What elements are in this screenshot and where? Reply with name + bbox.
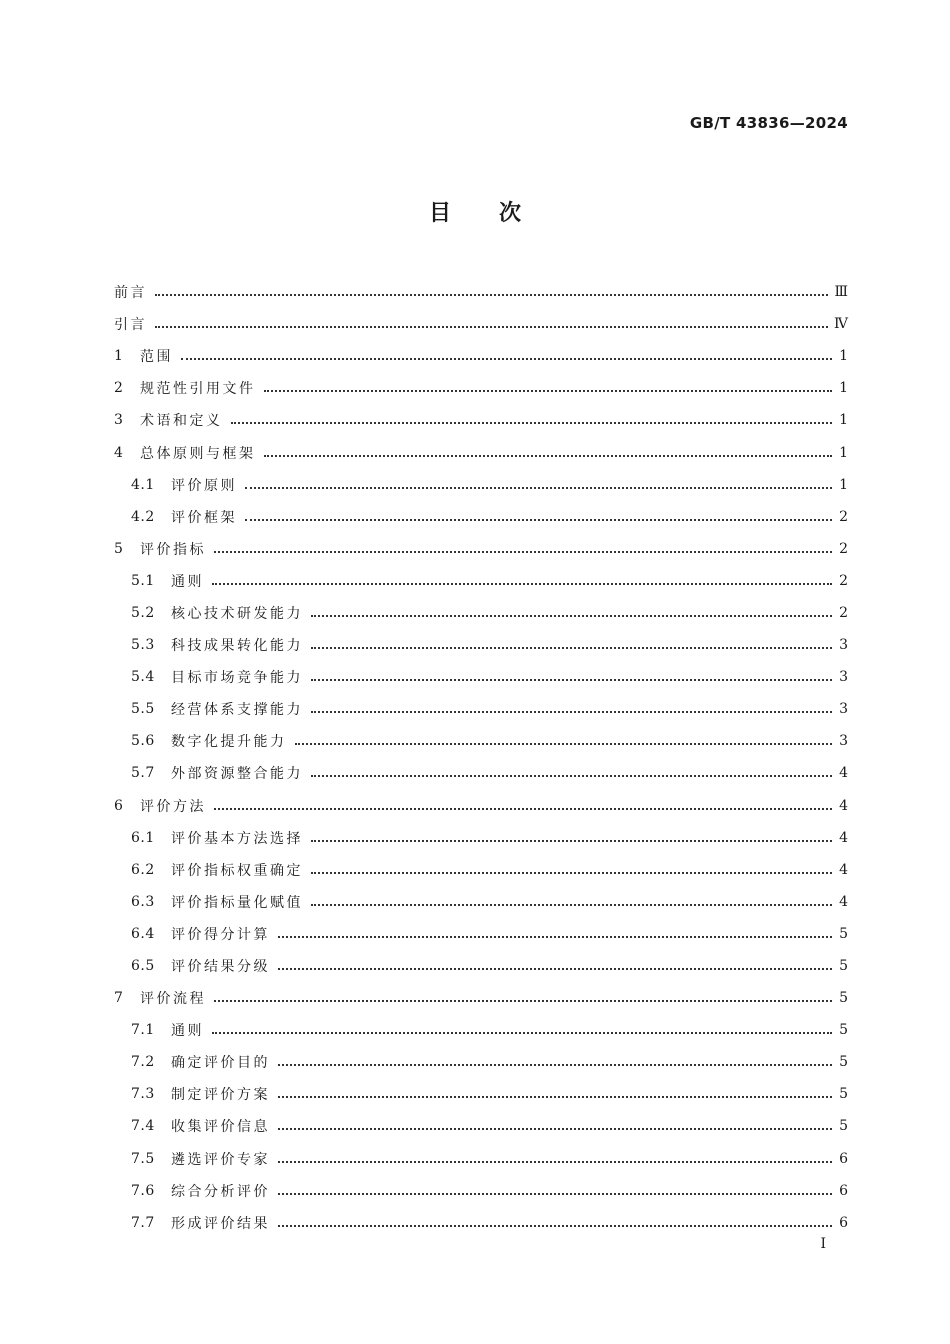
toc-entry-page: 5 xyxy=(839,1022,848,1039)
toc-entry[interactable] xyxy=(114,276,848,308)
page-number: I xyxy=(820,1236,826,1252)
toc-entry-label: 制定评价方案 xyxy=(171,1087,270,1104)
toc-entry-label: 形成评价结果 xyxy=(171,1215,270,1232)
toc-entry-label: 外部资源整合能力 xyxy=(171,766,303,783)
toc-entry-label: 评价指标权重确定 xyxy=(171,862,303,879)
toc-entry[interactable] xyxy=(114,1110,848,1142)
toc-entry-page: 2 xyxy=(839,508,848,525)
toc-leader-dots xyxy=(181,344,832,360)
toc-entry-page: 4 xyxy=(839,893,848,910)
toc-leader-dots xyxy=(311,601,832,617)
toc-entry[interactable] xyxy=(114,404,848,436)
toc-entry-page: 6 xyxy=(839,1150,848,1167)
toc-leader-dots xyxy=(295,729,833,745)
toc-leader-dots xyxy=(264,376,833,392)
toc-entry[interactable] xyxy=(114,1143,848,1175)
toc-leader-dots xyxy=(214,986,832,1002)
toc-entry-label: 评价方法 xyxy=(140,798,206,815)
toc-entry-page: Ⅳ xyxy=(834,316,848,333)
toc-entry-label: 通则 xyxy=(171,1023,204,1040)
toc-leader-dots xyxy=(278,1179,832,1195)
toc-leader-dots xyxy=(155,280,828,296)
toc-entry[interactable] xyxy=(114,1175,848,1207)
toc-entry[interactable] xyxy=(114,436,848,468)
toc-entry-label: 遴选评价专家 xyxy=(171,1151,270,1168)
toc-leader-dots xyxy=(212,569,832,585)
toc-entry[interactable] xyxy=(114,501,848,533)
toc-entry-label: 核心技术研发能力 xyxy=(171,605,303,622)
toc-entry-page: 5 xyxy=(839,925,848,942)
toc-entry-number: 5.5 xyxy=(131,701,155,718)
toc-leader-dots xyxy=(311,697,832,713)
toc-entry-number: 3 xyxy=(114,412,124,429)
toc-entry-number: 6.3 xyxy=(131,893,155,910)
toc-entry-label: 评价流程 xyxy=(140,991,206,1008)
toc-entry-number: 6.5 xyxy=(131,958,155,975)
standard-code: GB/T 43836—2024 xyxy=(689,114,848,132)
toc-entry-number: 7.3 xyxy=(131,1086,155,1103)
toc-entry-label: 评价结果分级 xyxy=(171,959,270,976)
toc-entry[interactable] xyxy=(114,854,848,886)
toc-entry[interactable] xyxy=(114,790,848,822)
toc-entry-number: 7.6 xyxy=(131,1182,155,1199)
toc-entry-label: 目标市场竞争能力 xyxy=(171,670,303,687)
toc-leader-dots xyxy=(311,665,832,681)
toc-leader-dots xyxy=(311,826,832,842)
toc-leader-dots xyxy=(214,537,832,553)
toc-entry-page: Ⅲ xyxy=(834,284,848,301)
toc-entry-number: 4 xyxy=(114,444,124,461)
toc-entry-number: 5.7 xyxy=(131,765,155,782)
toc-entry[interactable] xyxy=(114,886,848,918)
toc-leader-dots xyxy=(212,1018,832,1034)
toc-entry-label: 确定评价目的 xyxy=(171,1055,270,1072)
toc-leader-dots xyxy=(278,1114,832,1130)
toc-entry-number: 5.6 xyxy=(131,733,155,750)
toc-entry-number: 6 xyxy=(114,797,124,814)
toc-leader-dots xyxy=(264,441,833,457)
toc-entry-label: 评价得分计算 xyxy=(171,926,270,943)
toc-leader-dots xyxy=(278,1050,832,1066)
toc-entry-page: 6 xyxy=(839,1214,848,1231)
toc-entry-page: 5 xyxy=(839,1054,848,1071)
toc-entry-page: 1 xyxy=(839,444,848,461)
toc-entry-page: 4 xyxy=(839,829,848,846)
toc-entry-number: 7.5 xyxy=(131,1150,155,1167)
toc-entry-page: 5 xyxy=(839,1086,848,1103)
toc-entry[interactable] xyxy=(114,1046,848,1078)
toc-entry-number: 5.1 xyxy=(131,572,155,589)
toc-entry[interactable] xyxy=(114,822,848,854)
toc-entry-label: 术语和定义 xyxy=(140,413,223,430)
toc-entry-label: 范围 xyxy=(140,349,173,366)
toc-entry-page: 1 xyxy=(839,380,848,397)
toc-entry-label: 数字化提升能力 xyxy=(171,734,287,751)
toc-entry-page: 1 xyxy=(839,348,848,365)
toc-entry-number: 6.1 xyxy=(131,829,155,846)
toc-leader-dots xyxy=(245,505,832,521)
toc-entry-label: 评价框架 xyxy=(171,509,237,526)
toc-entry-label: 通则 xyxy=(171,573,204,590)
toc-leader-dots xyxy=(278,1147,832,1163)
toc-entry-page: 1 xyxy=(839,476,848,493)
toc-entry-page: 4 xyxy=(839,861,848,878)
toc-entry-page: 4 xyxy=(839,765,848,782)
toc-leader-dots xyxy=(278,922,832,938)
toc-entry[interactable] xyxy=(114,982,848,1014)
page-title: 目次 xyxy=(428,201,569,226)
toc-entry-label: 综合分析评价 xyxy=(171,1183,270,1200)
toc-entry[interactable] xyxy=(114,469,848,501)
toc-entry[interactable] xyxy=(114,1207,848,1239)
toc-entry-number: 5 xyxy=(114,540,124,557)
toc-entry-label: 前言 xyxy=(114,285,147,302)
toc-entry-label: 评价原则 xyxy=(171,477,237,494)
toc-entry-number: 4.1 xyxy=(131,476,155,493)
toc-entry[interactable] xyxy=(114,372,848,404)
toc-entry-page: 4 xyxy=(839,797,848,814)
toc-entry-label: 引言 xyxy=(114,317,147,334)
toc-entry-label: 收集评价信息 xyxy=(171,1119,270,1136)
toc-entry-page: 3 xyxy=(839,637,848,654)
toc-entry-number: 7 xyxy=(114,990,124,1007)
toc-entry-number: 2 xyxy=(114,380,124,397)
toc-entry[interactable] xyxy=(114,1078,848,1110)
toc-entry-page: 5 xyxy=(839,958,848,975)
toc-entry-number: 5.3 xyxy=(131,637,155,654)
toc-entry[interactable] xyxy=(114,918,848,950)
toc-leader-dots xyxy=(155,312,828,328)
toc-entry-number: 6.2 xyxy=(131,861,155,878)
toc-leader-dots xyxy=(311,858,832,874)
toc-entry-page: 2 xyxy=(839,572,848,589)
toc-leader-dots xyxy=(311,761,832,777)
toc-leader-dots xyxy=(311,633,832,649)
toc-entry-label: 评价指标 xyxy=(140,541,206,558)
toc-entry[interactable] xyxy=(114,308,848,340)
toc-entry[interactable] xyxy=(114,757,848,789)
toc-entry-label: 科技成果转化能力 xyxy=(171,638,303,655)
toc-leader-dots xyxy=(278,954,832,970)
toc-entry[interactable] xyxy=(114,565,848,597)
toc-entry[interactable] xyxy=(114,340,848,372)
toc-entry-label: 总体原则与框架 xyxy=(140,445,256,462)
toc-leader-dots xyxy=(278,1211,832,1227)
toc-entry-label: 评价指标量化赋值 xyxy=(171,894,303,911)
toc-entry[interactable] xyxy=(114,725,848,757)
toc-entry-label: 规范性引用文件 xyxy=(140,381,256,398)
toc-entry-page: 3 xyxy=(839,733,848,750)
toc-entry-number: 7.7 xyxy=(131,1214,155,1231)
toc-entry-number: 5.4 xyxy=(131,669,155,686)
toc-entry-page: 3 xyxy=(839,701,848,718)
table-of-contents xyxy=(114,276,848,1239)
toc-entry[interactable] xyxy=(114,629,848,661)
toc-entry-page: 6 xyxy=(839,1182,848,1199)
toc-entry-number: 7.4 xyxy=(131,1118,155,1135)
toc-entry-number: 5.2 xyxy=(131,604,155,621)
toc-leader-dots xyxy=(214,794,832,810)
toc-entry-page: 3 xyxy=(839,669,848,686)
toc-entry-page: 2 xyxy=(839,540,848,557)
toc-entry-number: 7.1 xyxy=(131,1022,155,1039)
toc-entry-page: 2 xyxy=(839,604,848,621)
toc-leader-dots xyxy=(278,1082,832,1098)
toc-entry[interactable] xyxy=(114,597,848,629)
toc-entry[interactable] xyxy=(114,533,848,565)
toc-entry-number: 1 xyxy=(114,348,124,365)
toc-entry[interactable] xyxy=(114,693,848,725)
toc-entry-page: 5 xyxy=(839,990,848,1007)
toc-entry-number: 7.2 xyxy=(131,1054,155,1071)
toc-entry[interactable] xyxy=(114,950,848,982)
toc-leader-dots xyxy=(311,890,832,906)
toc-entry-page: 5 xyxy=(839,1118,848,1135)
toc-leader-dots xyxy=(231,408,833,424)
toc-entry-number: 4.2 xyxy=(131,508,155,525)
toc-entry[interactable] xyxy=(114,661,848,693)
toc-entry[interactable] xyxy=(114,1014,848,1046)
toc-entry-page: 1 xyxy=(839,412,848,429)
toc-leader-dots xyxy=(245,473,832,489)
toc-entry-label: 经营体系支撑能力 xyxy=(171,702,303,719)
toc-entry-label: 评价基本方法选择 xyxy=(171,830,303,847)
toc-entry-number: 6.4 xyxy=(131,925,155,942)
